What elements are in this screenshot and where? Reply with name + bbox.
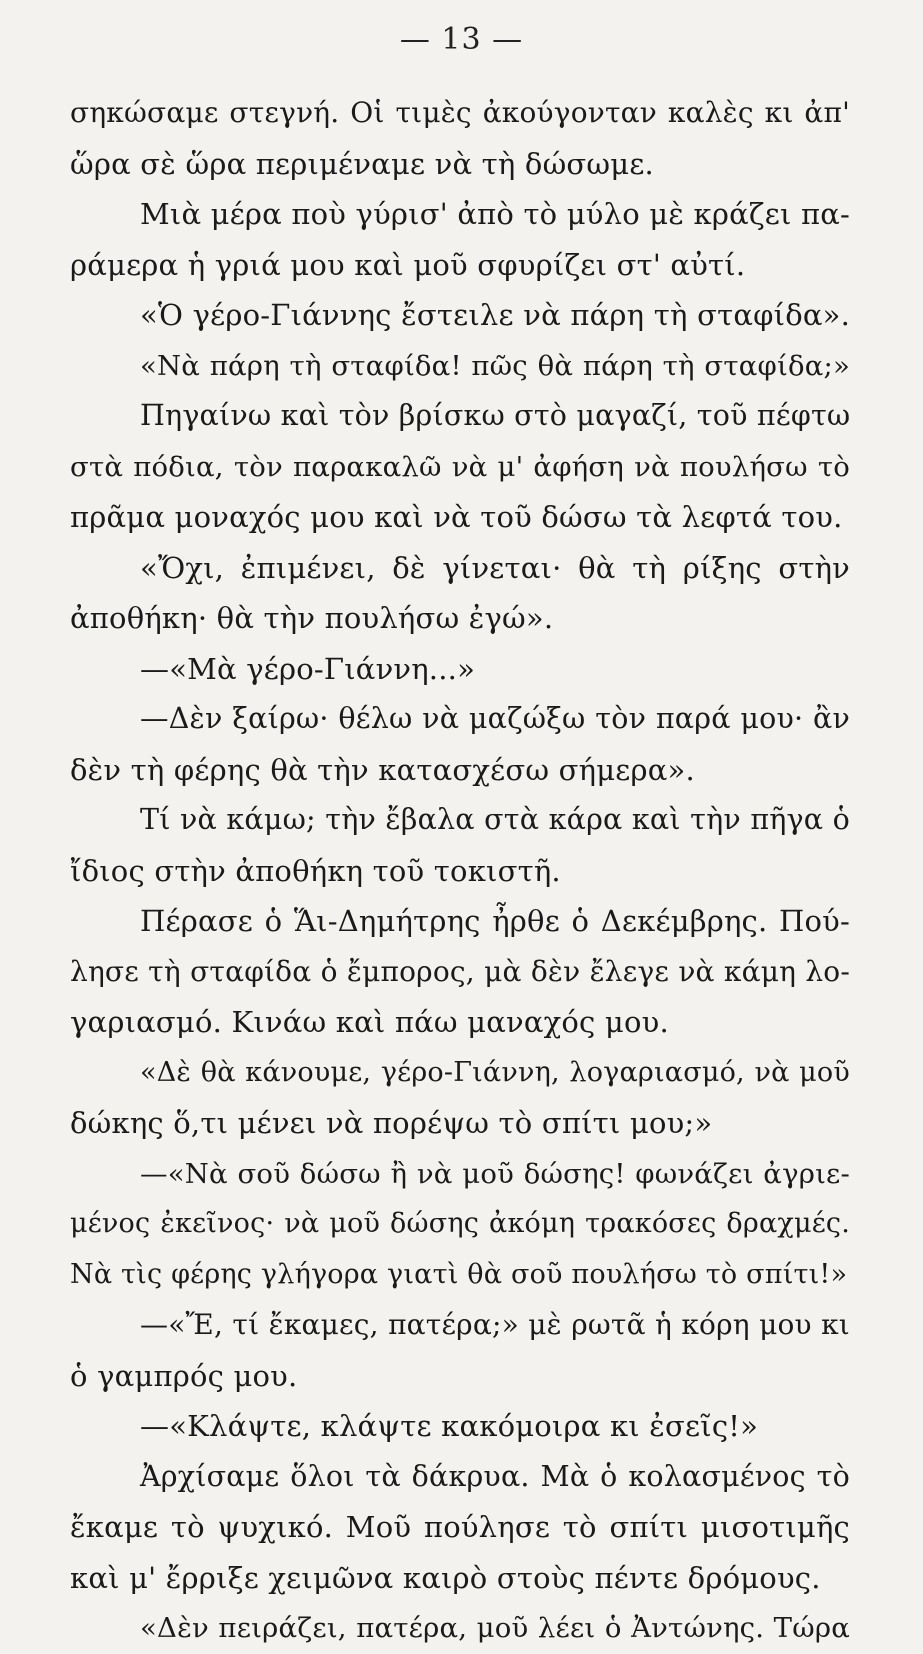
text-line: λησε τὴ σταφίδα ὁ ἔμπορος, μὰ δὲν ἔλεγε νὰ κάμη λο-	[70, 954, 850, 988]
text-line: Ἀρχίσαμε ὅλοι τὰ δάκρυα. Μὰ ὁ κολασμένος τὸ	[140, 1459, 850, 1493]
text-line: ὁ γαμπρός μου.	[70, 1358, 298, 1393]
text-line: —Δὲν ξαίρω· θέλω νὰ μαζώξω τὸν παρά μου· ἂν	[140, 702, 850, 735]
text-line: δώκης ὅ,τι μένει νὰ πορέψω τὸ σπίτι μου;»	[70, 1106, 713, 1140]
text-line: «Δὲν πειράζει, πατέρα, μοῦ λέει ὁ Ἀντώνης. Τώρα	[140, 1612, 850, 1644]
text-line: Πηγαίνω καὶ τὸν βρίσκω στὸ μαγαζί, τοῦ πέφτω	[140, 399, 850, 432]
text-line: σηκώσαμε στεγνή. Οἱ τιμὲς ἀκούγονταν καλὲς κι ἀπ'	[70, 96, 850, 129]
text-line: στὰ πόδια, τὸν παρακαλῶ νὰ μ' ἀφήση νὰ πουλήσω τὸ	[70, 450, 850, 483]
text-line: —«Κλάψτε, κλάψτε κακόμοιρα κι ἐσεῖς!»	[140, 1409, 759, 1443]
text-line: —«Μὰ γέρο-Γιάννη...»	[140, 651, 476, 686]
text-line: ἔκαμε τὸ ψυχικό. Μοῦ πούλησε τὸ σπίτι μισοτιμῆς	[70, 1510, 850, 1544]
text-line: «Δὲ θὰ κάνουμε, γέρο-Γιάννη, λογαριασμό, νὰ μοῦ	[140, 1056, 850, 1088]
text-line: μένος ἐκεῖνος· νὰ μοῦ δώσης ἀκόμη τρακόσες δραχμές.	[70, 1208, 850, 1239]
text-line: καὶ μ' ἔρριξε χειμῶνα καιρὸ στοὺς πέντε δρόμους.	[70, 1560, 821, 1595]
text-line: ράμερα ἡ γριά μου καὶ μοῦ σφυρίζει στ' αὐτί.	[70, 247, 746, 282]
text-line: «Νὰ πάρη τὴ σταφίδα! πῶς θὰ πάρη τὴ σταφίδα;»	[140, 349, 850, 382]
text-line: δὲν τὴ φέρης θὰ τὴν κατασχέσω σήμερα».	[70, 752, 695, 787]
text-line: Νὰ τὶς φέρης γλήγορα γιατὶ θὰ σοῦ πουλήσω τὸ σπίτι!»	[70, 1258, 848, 1290]
text-line: πρᾶμα μοναχός μου καὶ νὰ τοῦ δώσω τὰ λεφτά του.	[70, 500, 843, 534]
body-text	[70, 88, 850, 1654]
text-line: Τί νὰ κάμω; τὴν ἔβαλα στὰ κάρα καὶ τὴν πῆγα ὁ	[140, 803, 850, 836]
text-line: —«Ἔ, τί ἔκαμες, πατέρα;» μὲ ρωτᾶ ἡ κόρη μου κι	[140, 1308, 850, 1341]
text-line: γαριασμό. Κινάω καὶ πάω μαναχός μου.	[70, 1005, 669, 1039]
text-line: «Ὁ γέρο-Γιάννης ἔστειλε νὰ πάρη τὴ σταφίδα».	[140, 298, 850, 332]
text-line: Πέρασε ὁ Ἅι-Δημήτρης ἦρθε ὁ Δεκέμβρης. Πού-	[140, 904, 850, 938]
text-line: «Ὄχι, ἐπιμένει, δὲ γίνεται· θὰ τὴ ρίξης στὴν	[140, 550, 850, 585]
page-number: — 13 —	[399, 22, 524, 57]
text-line: ἴδιος στὴν ἀποθήκη τοῦ τοκιστῆ.	[70, 853, 561, 888]
text-line: ὥρα σὲ ὥρα περιμέναμε νὰ τὴ δώσωμε.	[70, 146, 654, 181]
text-line: —«Νὰ σοῦ δώσω ἢ νὰ μοῦ δώσης! φωνάζει ἀγριε-	[140, 1157, 850, 1190]
text-line: ἀποθήκη· θὰ τὴν πουλήσω ἐγώ».	[70, 601, 554, 635]
text-line: Μιὰ μέρα ποὺ γύρισ' ἀπὸ τὸ μύλο μὲ κράζει πα-	[140, 197, 850, 231]
